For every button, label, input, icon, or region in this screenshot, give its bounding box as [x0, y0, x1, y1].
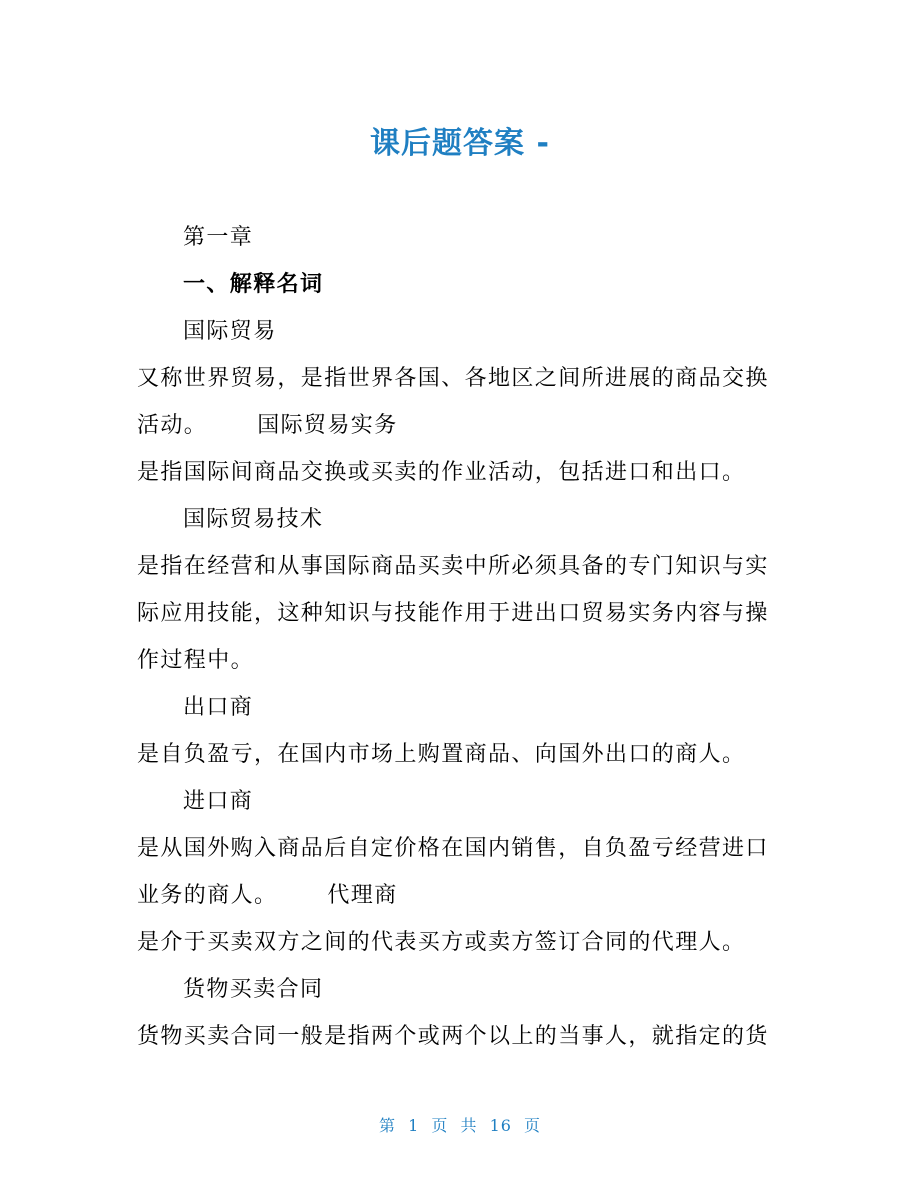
definition-line: 是指国际间商品交换或买卖的作业活动，包括进口和出口。: [137, 460, 746, 485]
document-title: 课后题答案 -: [370, 126, 550, 161]
term-exporter: 出口商: [183, 695, 254, 720]
chapter-heading: 第一章: [183, 225, 254, 250]
term-trade-practice: 国际贸易实务: [257, 413, 398, 438]
footer-total-unit: 页: [524, 1116, 542, 1135]
definition-line-with-term: [137, 872, 787, 919]
definition-text: 活动。: [137, 413, 208, 438]
definition-line: 是自负盈亏，在国内市场上购置商品、向国外出口的商人。: [137, 742, 746, 767]
term-international-trade: 国际贸易: [183, 319, 277, 344]
definition-text: 业务的商人。: [137, 883, 278, 908]
footer-page-word: 第: [378, 1116, 396, 1135]
definition-line: 是介于买卖双方之间的代表买方或卖方签订合同的代理人。: [137, 930, 746, 955]
footer-page-number: 1: [408, 1116, 420, 1135]
definition-line: 作过程中。: [137, 648, 255, 673]
definition-line-with-term: [137, 402, 787, 449]
definition-line: 际应用技能，这种知识与技能作用于进出口贸易实务内容与操: [137, 601, 769, 626]
footer-page-unit: 页: [431, 1116, 449, 1135]
page-footer: [0, 1113, 920, 1136]
term-sales-contract: 货物买卖合同: [183, 977, 324, 1002]
definition-line: 是从国外购入商品后自定价格在国内销售，自负盈亏经营进口: [137, 836, 769, 861]
document-body: [137, 214, 787, 1060]
definition-line: 货物买卖合同一般是指两个或两个以上的当事人，就指定的货: [137, 1024, 769, 1049]
footer-total-pages: 16: [489, 1116, 512, 1135]
definition-line: 是指在经营和从事国际商品买卖中所必须具备的专门知识与实: [137, 554, 769, 579]
footer-total-word: 共: [460, 1116, 478, 1135]
term-importer: 进口商: [183, 789, 254, 814]
section-heading: 一、解释名词: [183, 272, 324, 297]
term-agent: 代理商: [327, 883, 398, 908]
term-trade-technique: 国际贸易技术: [183, 507, 324, 532]
definition-line: 又称世界贸易，是指世界各国、各地区之间所进展的商品交换: [137, 366, 769, 391]
